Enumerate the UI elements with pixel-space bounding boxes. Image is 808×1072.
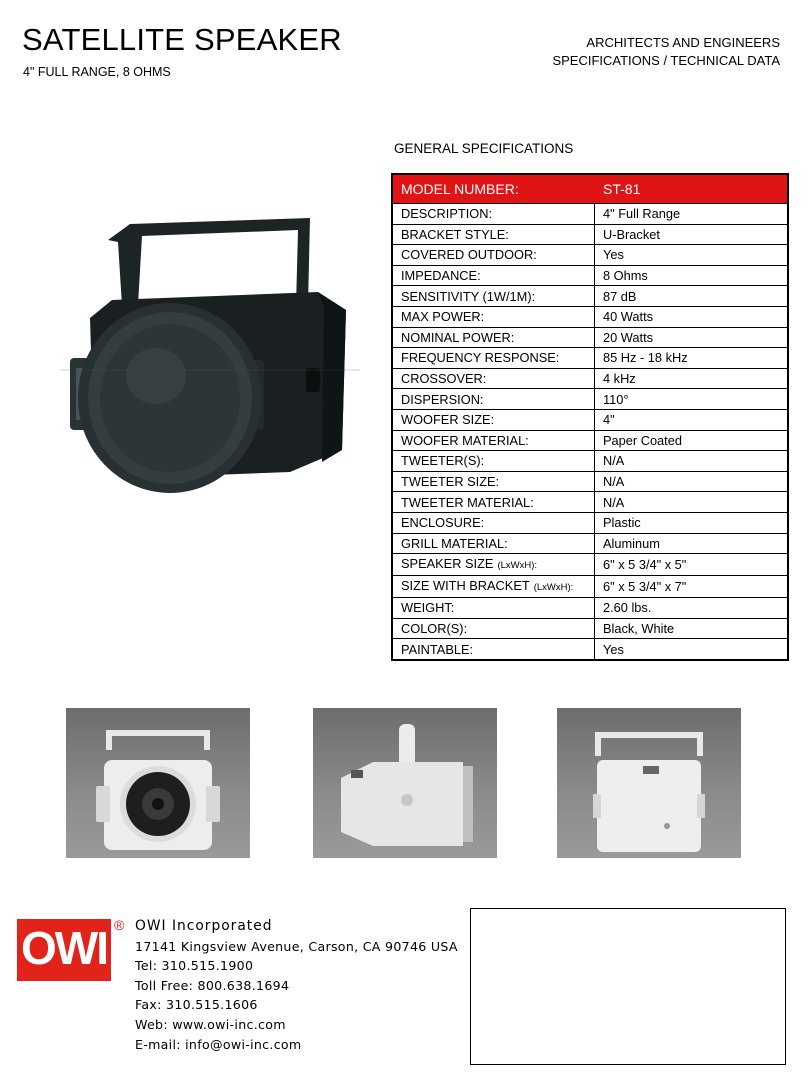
page-subtitle: 4" FULL RANGE, 8 OHMS <box>23 65 171 79</box>
spec-label: DESCRIPTION: <box>392 204 595 225</box>
spec-value: 2.60 lbs. <box>595 598 789 619</box>
model-number-value: ST-81 <box>595 174 789 204</box>
registered-mark: ® <box>114 917 125 933</box>
table-row <box>392 409 788 430</box>
company-name: OWI Incorporated <box>135 918 273 934</box>
spec-value: 6" x 5 3/4" x 7" <box>595 576 789 598</box>
spec-label: COLOR(S): <box>392 618 595 639</box>
spec-value: Yes <box>595 245 789 266</box>
spec-value: U-Bracket <box>595 224 789 245</box>
table-row <box>392 576 788 598</box>
table-row <box>392 512 788 533</box>
speaker-photo-black <box>60 210 360 500</box>
spec-value: 40 Watts <box>595 306 789 327</box>
speaker-photo-side-white <box>313 708 497 858</box>
table-row <box>392 348 788 369</box>
table-row <box>392 306 788 327</box>
spec-label: GRILL MATERIAL: <box>392 533 595 554</box>
spec-label: DISPERSION: <box>392 389 595 410</box>
table-row <box>392 286 788 307</box>
dealer-stamp-box <box>470 908 786 1065</box>
spec-value: N/A <box>595 451 789 472</box>
table-row <box>392 224 788 245</box>
model-number-label: MODEL NUMBER: <box>392 174 595 204</box>
table-row <box>392 368 788 389</box>
spec-value: 20 Watts <box>595 327 789 348</box>
spec-value: N/A <box>595 492 789 513</box>
table-row <box>392 554 788 576</box>
spec-value: Paper Coated <box>595 430 789 451</box>
spec-label: IMPEDANCE: <box>392 265 595 286</box>
spec-value: N/A <box>595 471 789 492</box>
spec-label: CROSSOVER: <box>392 368 595 389</box>
doc-type-line-1: ARCHITECTS AND ENGINEERS <box>586 35 780 50</box>
spec-label: SIZE WITH BRACKET <box>401 578 530 594</box>
table-row <box>392 533 788 554</box>
spec-label: SENSITIVITY (1W/1M): <box>392 286 595 307</box>
company-tel: Tel: 310.515.1900 <box>135 958 254 974</box>
table-row <box>392 598 788 619</box>
spec-value: Plastic <box>595 512 789 533</box>
spec-value: 85 Hz - 18 kHz <box>595 348 789 369</box>
table-row <box>392 327 788 348</box>
spec-label: SPEAKER SIZE <box>401 556 494 572</box>
spec-value: Aluminum <box>595 533 789 554</box>
spec-label: MAX POWER: <box>392 306 595 327</box>
company-tollfree: Toll Free: 800.638.1694 <box>135 977 290 993</box>
speaker-photo-front-white <box>66 708 250 858</box>
spec-label-with-note <box>392 576 595 598</box>
company-web[interactable]: Web: www.owi-inc.com <box>135 1016 286 1032</box>
spec-label: BRACKET STYLE: <box>392 224 595 245</box>
spec-label: FREQUENCY RESPONSE: <box>392 348 595 369</box>
spec-note: (LxWxH): <box>533 582 574 594</box>
owi-logo-text: OWI <box>21 922 107 974</box>
company-email[interactable]: E-mail: info@owi-inc.com <box>135 1036 302 1052</box>
table-row <box>392 618 788 639</box>
spec-label: TWEETER SIZE: <box>392 471 595 492</box>
table-row <box>392 451 788 472</box>
spec-value: 4 kHz <box>595 368 789 389</box>
spec-value: 87 dB <box>595 286 789 307</box>
table-row <box>392 204 788 225</box>
table-row <box>392 492 788 513</box>
spec-note: (LxWxH): <box>497 560 538 572</box>
spec-value: 6" x 5 3/4" x 5" <box>595 554 789 576</box>
spec-label: PAINTABLE: <box>392 639 595 660</box>
table-row <box>392 471 788 492</box>
spec-value: 4" Full Range <box>595 204 789 225</box>
table-row <box>392 265 788 286</box>
table-header-row <box>392 174 788 204</box>
table-row <box>392 639 788 660</box>
spec-label-with-note <box>392 554 595 576</box>
spec-value: 4" <box>595 409 789 430</box>
speaker-photo-back-white <box>557 708 741 858</box>
table-row <box>392 245 788 266</box>
spec-label: COVERED OUTDOOR: <box>392 245 595 266</box>
doc-type-line-2: SPECIFICATIONS / TECHNICAL DATA <box>552 53 780 68</box>
specs-heading: GENERAL SPECIFICATIONS <box>394 141 574 156</box>
company-address: 17141 Kingsview Avenue, Carson, CA 90746 USA <box>135 938 458 954</box>
spec-value: 8 Ohms <box>595 265 789 286</box>
spec-label: WEIGHT: <box>392 598 595 619</box>
spec-label: NOMINAL POWER: <box>392 327 595 348</box>
spec-label: ENCLOSURE: <box>392 512 595 533</box>
spec-label: WOOFER SIZE: <box>392 409 595 430</box>
table-row <box>392 430 788 451</box>
company-contact-block <box>135 917 458 1054</box>
spec-value: Yes <box>595 639 789 660</box>
specifications-table <box>391 173 789 661</box>
doc-type-header <box>552 34 780 70</box>
spec-value: 110° <box>595 389 789 410</box>
spec-label: TWEETER MATERIAL: <box>392 492 595 513</box>
spec-value: Black, White <box>595 618 789 639</box>
spec-label: TWEETER(S): <box>392 451 595 472</box>
page-title: SATELLITE SPEAKER <box>22 22 342 57</box>
company-fax: Fax: 310.515.1606 <box>135 997 258 1013</box>
table-row <box>392 389 788 410</box>
spec-label: WOOFER MATERIAL: <box>392 430 595 451</box>
